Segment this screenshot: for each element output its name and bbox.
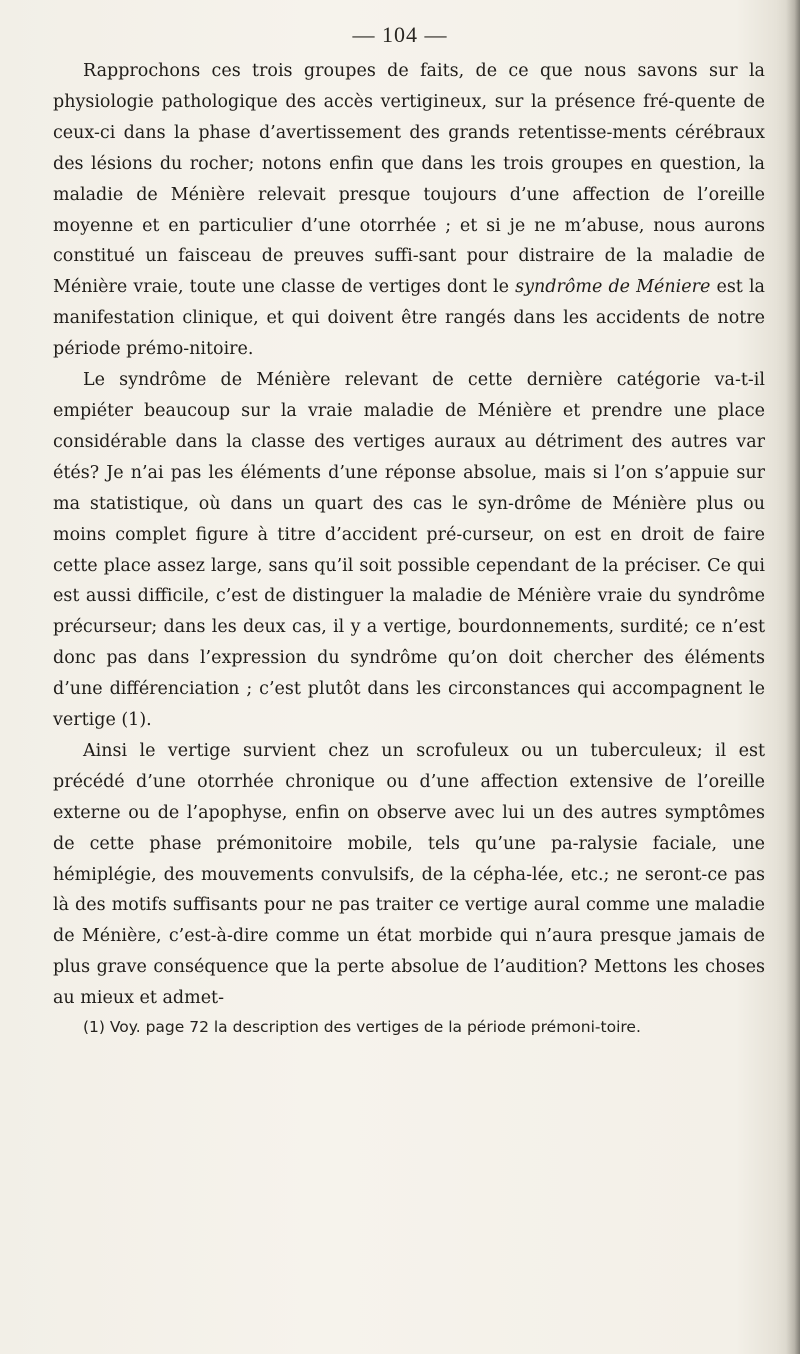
footnote-text: (1) Voy. page 72 la description des vertiges de la période prémoni-toire. bbox=[83, 1018, 641, 1036]
page-number: — 104 — bbox=[352, 22, 448, 47]
body-text bbox=[53, 56, 765, 1014]
footnote bbox=[53, 1013, 765, 1042]
paragraph-1-text-start: Rapprochons ces trois groupes de faits, de ce que nous savons sur la physiologie pathologique des accès vertigineux, sur la présence fré-quente de ceux-ci dans la phase d’avertissement des grands retentisse-ments cérébraux des lésions du rocher; notons enfin que dans les trois groupes en question, la maladie de Ménière relevait presque toujours d’une affection de l’oreille moyenne et en particulier d’une otorrhée ; et si je ne m’abuse, nous aurons constitué un faisceau de preuves suffi-sant pour distraire de la maladie de Ménière vraie, toute une classe de vertiges dont le bbox=[53, 61, 765, 298]
page-edge-shadow bbox=[786, 0, 800, 1354]
paragraph-2: Le syndrôme de Ménière relevant de cette dernière catégorie va-t-il empiéter beaucoup sur la vraie maladie de Ménière et prendre une place considérable dans la classe des vertiges auraux au détriment des autres var étés? Je n’ai pas les éléments d’une réponse absolue, mais si l’on s’appuie sur ma statistique, où dans un quart des cas le syn-drôme de Ménière plus ou moins complet figure à titre d’accident pré-curseur, on est en droit de faire cette place assez large, sans qu’il soit possible cependant de la préciser. Ce qui est aussi difficile, c’est de distinguer la maladie de Ménière vraie du syndrôme précurseur; dans les deux cas, il y a vertige, bourdonnements, surdité; ce n’est donc pas dans l’expression du syndrôme qu’on doit chercher des éléments d’une différenciation ; c’est plutôt dans les circonstances qui accompagnent le vertige (1). bbox=[53, 370, 765, 731]
paragraph-1-emphasis: syndrôme de Méniere bbox=[515, 277, 711, 298]
paragraph-3: Ainsi le vertige survient chez un scrofuleux ou un tuberculeux; il est précédé d’une otorrhée chronique ou d’une affection extensive de l’oreille externe ou de l’apophyse, enfin on observe avec lui un des autres symptômes de cette phase prémonitoire mobile, tels qu’une pa-ralysie faciale, une hémiplégie, des mouvements convulsifs, de la cépha-lée, etc.; ne seront-ce pas là des motifs suffisants pour ne pas traiter ce vertige aural comme une maladie de Ménière, c’est-à-dire comme un état morbide qui n’aura presque jamais de plus grave conséquence que la perte absolue de l’audition? Mettons les choses au mieux et admet- bbox=[53, 740, 765, 1009]
paragraph-1-text-end: est la manifestation clinique, et qui doivent être rangés dans les accidents de notre période prémo-nitoire. bbox=[53, 277, 765, 360]
paragraph-1 bbox=[53, 56, 765, 365]
